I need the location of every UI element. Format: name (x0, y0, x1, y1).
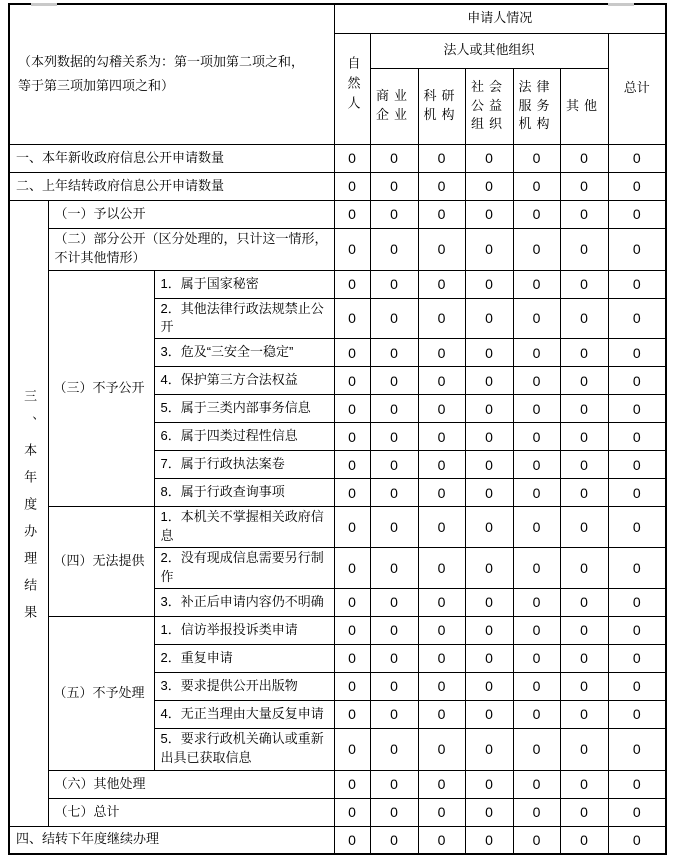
row-label: 1．属于国家秘密 (154, 270, 334, 298)
value-cell: 0 (334, 298, 370, 339)
value-cell: 0 (560, 644, 608, 672)
value-cell: 0 (513, 367, 560, 395)
value-cell: 0 (465, 144, 513, 172)
value-cell: 0 (334, 144, 370, 172)
value-cell: 0 (465, 172, 513, 200)
value-cell: 0 (334, 339, 370, 367)
table-row (9, 616, 666, 644)
group-label-no-disclosure: （三）不予公开 (48, 270, 154, 507)
value-cell: 0 (608, 507, 666, 548)
value-cell: 0 (513, 770, 560, 798)
table-row (9, 270, 666, 298)
header-social-welfare-org: 社会公益组织 (465, 68, 513, 144)
value-cell: 0 (560, 507, 608, 548)
value-cell: 0 (608, 770, 666, 798)
value-cell: 0 (608, 298, 666, 339)
value-cell: 0 (560, 826, 608, 854)
value-cell: 0 (370, 172, 418, 200)
row-label: 3．要求提供公开出版物 (154, 672, 334, 700)
value-cell: 0 (608, 144, 666, 172)
value-cell: 0 (370, 339, 418, 367)
value-cell: 0 (334, 200, 370, 228)
value-cell: 0 (418, 395, 465, 423)
value-cell: 0 (608, 798, 666, 826)
value-cell: 0 (334, 672, 370, 700)
cropped-cell-artifact-left (31, 3, 57, 6)
value-cell: 0 (334, 644, 370, 672)
value-cell: 0 (334, 700, 370, 728)
value-cell: 0 (560, 228, 608, 270)
corner-note-line-2: 等于第三项加第四项之和） (18, 78, 175, 94)
value-cell: 0 (334, 451, 370, 479)
value-cell: 0 (608, 644, 666, 672)
value-cell: 0 (418, 228, 465, 270)
value-cell: 0 (513, 479, 560, 507)
value-cell: 0 (370, 798, 418, 826)
value-cell: 0 (418, 644, 465, 672)
value-cell: 0 (418, 547, 465, 588)
value-cell: 0 (334, 395, 370, 423)
value-cell: 0 (334, 826, 370, 854)
row-label: 2．没有现成信息需要另行制作 (154, 547, 334, 588)
value-cell: 0 (608, 547, 666, 588)
value-cell: 0 (370, 588, 418, 616)
value-cell: 0 (513, 588, 560, 616)
value-cell: 0 (560, 298, 608, 339)
value-cell: 0 (370, 270, 418, 298)
value-cell: 0 (560, 395, 608, 423)
value-cell: 0 (418, 588, 465, 616)
value-cell: 0 (513, 616, 560, 644)
value-cell: 0 (465, 798, 513, 826)
value-cell: 0 (334, 588, 370, 616)
value-cell: 0 (608, 270, 666, 298)
value-cell: 0 (370, 144, 418, 172)
value-cell: 0 (418, 172, 465, 200)
value-cell: 0 (465, 826, 513, 854)
row-label: 4．保护第三方合法权益 (154, 367, 334, 395)
row-label: （六）其他处理 (48, 770, 334, 798)
value-cell: 0 (465, 700, 513, 728)
group-label-not-processed: （五）不予处理 (48, 616, 154, 770)
value-cell: 0 (334, 172, 370, 200)
value-cell: 0 (560, 672, 608, 700)
row-label: 3．危及“三安全一稳定” (154, 339, 334, 367)
table-row (9, 144, 666, 172)
value-cell: 0 (370, 770, 418, 798)
section3-vertical-cell (9, 200, 48, 826)
value-cell: 0 (370, 479, 418, 507)
value-cell: 0 (465, 616, 513, 644)
row-label: 一、本年新收政府信息公开申请数量 (9, 144, 334, 172)
value-cell: 0 (560, 423, 608, 451)
value-cell: 0 (465, 423, 513, 451)
header-row-1 (9, 4, 666, 33)
value-cell: 0 (370, 451, 418, 479)
header-natural-person (334, 33, 370, 144)
value-cell: 0 (608, 826, 666, 854)
row-label: （七）总计 (48, 798, 334, 826)
row-label: 4．无正当理由大量反复申请 (154, 700, 334, 728)
disclosure-requests-table (8, 3, 667, 855)
value-cell: 0 (334, 547, 370, 588)
value-cell: 0 (334, 270, 370, 298)
value-cell: 0 (513, 728, 560, 770)
row-label: 2．其他法律行政法规禁止公开 (154, 298, 334, 339)
cropped-cell-artifact-right (608, 3, 634, 6)
value-cell: 0 (513, 200, 560, 228)
value-cell: 0 (560, 588, 608, 616)
value-cell: 0 (608, 395, 666, 423)
value-cell: 0 (608, 451, 666, 479)
value-cell: 0 (608, 672, 666, 700)
value-cell: 0 (513, 298, 560, 339)
row-label: 7．属于行政执法案卷 (154, 451, 334, 479)
row-label: （二）部分公开（区分处理的，只计这一情形，不计其他情形） (48, 228, 334, 270)
value-cell: 0 (560, 547, 608, 588)
value-cell: 0 (418, 616, 465, 644)
value-cell: 0 (560, 770, 608, 798)
value-cell: 0 (608, 200, 666, 228)
value-cell: 0 (334, 423, 370, 451)
value-cell: 0 (418, 700, 465, 728)
row-label: 二、上年结转政府信息公开申请数量 (9, 172, 334, 200)
value-cell: 0 (334, 728, 370, 770)
table-row (9, 507, 666, 548)
value-cell: 0 (608, 172, 666, 200)
row-label: 2．重复申请 (154, 644, 334, 672)
value-cell: 0 (513, 270, 560, 298)
value-cell: 0 (513, 423, 560, 451)
value-cell: 0 (334, 616, 370, 644)
table-row (9, 770, 666, 798)
value-cell: 0 (370, 507, 418, 548)
value-cell: 0 (608, 479, 666, 507)
corner-note-line-1: （本列数据的勾稽关系为：第一项加第二项之和， (18, 54, 305, 70)
header-applicant-situation: 申请人情况 (334, 4, 666, 33)
value-cell: 0 (465, 547, 513, 588)
value-cell: 0 (334, 228, 370, 270)
table-row (9, 798, 666, 826)
value-cell: 0 (513, 228, 560, 270)
value-cell: 0 (370, 200, 418, 228)
value-cell: 0 (370, 700, 418, 728)
table-row (9, 228, 666, 270)
value-cell: 0 (418, 507, 465, 548)
value-cell: 0 (513, 172, 560, 200)
value-cell: 0 (418, 270, 465, 298)
value-cell: 0 (465, 451, 513, 479)
value-cell: 0 (418, 339, 465, 367)
table-row (9, 826, 666, 854)
header-legal-or-other-org: 法人或其他组织 (370, 33, 608, 68)
value-cell: 0 (608, 588, 666, 616)
value-cell: 0 (370, 298, 418, 339)
value-cell: 0 (418, 672, 465, 700)
value-cell: 0 (513, 826, 560, 854)
row-label: （一）予以公开 (48, 200, 334, 228)
value-cell: 0 (560, 700, 608, 728)
section3-vertical-text: 三、本年度办理结果 (22, 388, 38, 632)
value-cell: 0 (513, 339, 560, 367)
table-row (9, 172, 666, 200)
value-cell: 0 (608, 700, 666, 728)
row-label: 1．信访举报投诉类申请 (154, 616, 334, 644)
value-cell: 0 (370, 395, 418, 423)
value-cell: 0 (608, 339, 666, 367)
value-cell: 0 (560, 339, 608, 367)
header-other-org: 其他 (560, 68, 608, 144)
value-cell: 0 (560, 270, 608, 298)
value-cell: 0 (370, 228, 418, 270)
value-cell: 0 (465, 507, 513, 548)
value-cell: 0 (608, 367, 666, 395)
value-cell: 0 (465, 200, 513, 228)
value-cell: 0 (560, 144, 608, 172)
value-cell: 0 (560, 798, 608, 826)
value-cell: 0 (334, 367, 370, 395)
row-label: 四、结转下年度继续办理 (9, 826, 334, 854)
row-label: 5．属于三类内部事务信息 (154, 395, 334, 423)
value-cell: 0 (465, 770, 513, 798)
value-cell: 0 (513, 700, 560, 728)
value-cell: 0 (560, 451, 608, 479)
value-cell: 0 (465, 728, 513, 770)
value-cell: 0 (418, 770, 465, 798)
value-cell: 0 (465, 395, 513, 423)
value-cell: 0 (560, 367, 608, 395)
value-cell: 0 (370, 367, 418, 395)
value-cell: 0 (418, 479, 465, 507)
value-cell: 0 (418, 367, 465, 395)
value-cell: 0 (418, 798, 465, 826)
value-cell: 0 (608, 423, 666, 451)
row-label: 8．属于行政查询事项 (154, 479, 334, 507)
value-cell: 0 (370, 423, 418, 451)
value-cell: 0 (465, 644, 513, 672)
value-cell: 0 (608, 728, 666, 770)
value-cell: 0 (560, 200, 608, 228)
value-cell: 0 (513, 798, 560, 826)
header-legal-service-org: 法律服务机构 (513, 68, 560, 144)
value-cell: 0 (465, 228, 513, 270)
value-cell: 0 (465, 367, 513, 395)
value-cell: 0 (334, 479, 370, 507)
value-cell: 0 (608, 616, 666, 644)
value-cell: 0 (370, 616, 418, 644)
value-cell: 0 (513, 644, 560, 672)
value-cell: 0 (513, 507, 560, 548)
value-cell: 0 (513, 547, 560, 588)
value-cell: 0 (560, 728, 608, 770)
value-cell: 0 (418, 826, 465, 854)
value-cell: 0 (513, 451, 560, 479)
value-cell: 0 (560, 479, 608, 507)
group-label-unable-to-provide: （四）无法提供 (48, 507, 154, 616)
value-cell: 0 (418, 451, 465, 479)
table-row (9, 200, 666, 228)
value-cell: 0 (465, 339, 513, 367)
value-cell: 0 (465, 672, 513, 700)
row-label: 1．本机关不掌握相关政府信息 (154, 507, 334, 548)
value-cell: 0 (334, 798, 370, 826)
value-cell: 0 (370, 826, 418, 854)
value-cell: 0 (513, 144, 560, 172)
corner-note-cell (9, 4, 334, 144)
value-cell: 0 (334, 507, 370, 548)
value-cell: 0 (418, 423, 465, 451)
header-research-institution: 科研机构 (418, 68, 465, 144)
value-cell: 0 (418, 728, 465, 770)
value-cell: 0 (334, 770, 370, 798)
row-label: 6．属于四类过程性信息 (154, 423, 334, 451)
value-cell: 0 (418, 200, 465, 228)
value-cell: 0 (370, 547, 418, 588)
value-cell: 0 (513, 672, 560, 700)
value-cell: 0 (418, 144, 465, 172)
header-total: 总计 (608, 33, 666, 144)
value-cell: 0 (370, 672, 418, 700)
value-cell: 0 (370, 644, 418, 672)
natural-person-vertical-text: 自然人 (345, 55, 361, 116)
value-cell: 0 (465, 298, 513, 339)
row-label: 5．要求行政机关确认或重新出具已获取信息 (154, 728, 334, 770)
value-cell: 0 (513, 395, 560, 423)
row-label: 3．补正后申请内容仍不明确 (154, 588, 334, 616)
value-cell: 0 (560, 172, 608, 200)
value-cell: 0 (560, 616, 608, 644)
value-cell: 0 (370, 728, 418, 770)
value-cell: 0 (465, 479, 513, 507)
value-cell: 0 (465, 588, 513, 616)
header-commercial-enterprise: 商业企业 (370, 68, 418, 144)
value-cell: 0 (608, 228, 666, 270)
value-cell: 0 (418, 298, 465, 339)
value-cell: 0 (465, 270, 513, 298)
